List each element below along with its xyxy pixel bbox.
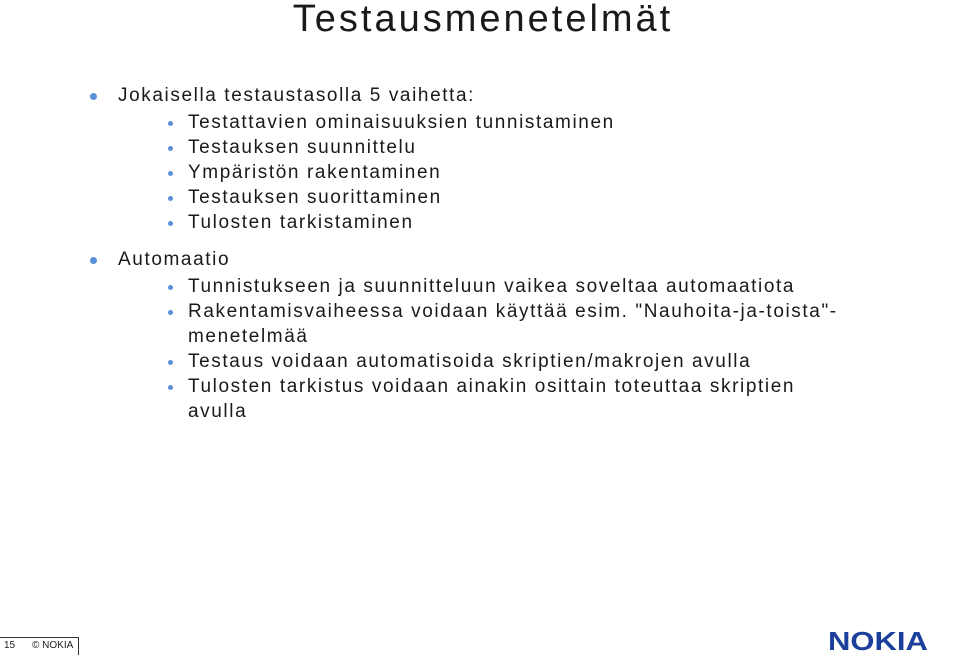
- section-heading: Automaatio: [118, 249, 231, 270]
- list-item: Rakentamisvaiheessa voidaan käyttää esim. "Nauhoita-ja-toista"-: [188, 301, 838, 322]
- sub-bullet-icon: [168, 171, 173, 176]
- sub-bullet-icon: [168, 310, 173, 315]
- bullet-icon: [90, 93, 97, 100]
- sub-bullet-icon: [168, 121, 173, 126]
- list-item: Tunnistukseen ja suunnitteluun vaikea soveltaa automaatiota: [188, 276, 796, 297]
- list-item: Ympäristön rakentaminen: [188, 162, 442, 183]
- section-heading: Jokaisella testaustasolla 5 vaihetta:: [118, 85, 476, 106]
- list-item: Testauksen suunnittelu: [188, 137, 417, 158]
- copyright-text: © NOKIA: [32, 640, 74, 651]
- list-item: Testauksen suorittaminen: [188, 187, 442, 208]
- list-item: Tulosten tarkistaminen: [188, 212, 414, 233]
- sub-bullet-icon: [168, 385, 173, 390]
- list-item: Testattavien ominaisuuksien tunnistaminen: [188, 112, 615, 133]
- nokia-logo: NOKIA: [828, 626, 928, 656]
- list-item-continuation: menetelmää: [188, 326, 309, 347]
- sub-bullet-icon: [168, 221, 173, 226]
- sub-bullet-icon: [168, 285, 173, 290]
- slide-title: Testausmenetelmät: [292, 0, 674, 40]
- sub-bullet-icon: [168, 146, 173, 151]
- page-number: 15: [4, 640, 16, 651]
- list-item: Tulosten tarkistus voidaan ainakin osittain toteuttaa skriptien: [188, 376, 796, 397]
- sub-bullet-icon: [168, 360, 173, 365]
- list-item-continuation: avulla: [188, 401, 248, 422]
- bullet-icon: [90, 257, 97, 264]
- list-item: Testaus voidaan automatisoida skriptien/makrojen avulla: [188, 351, 752, 372]
- sub-bullet-icon: [168, 196, 173, 201]
